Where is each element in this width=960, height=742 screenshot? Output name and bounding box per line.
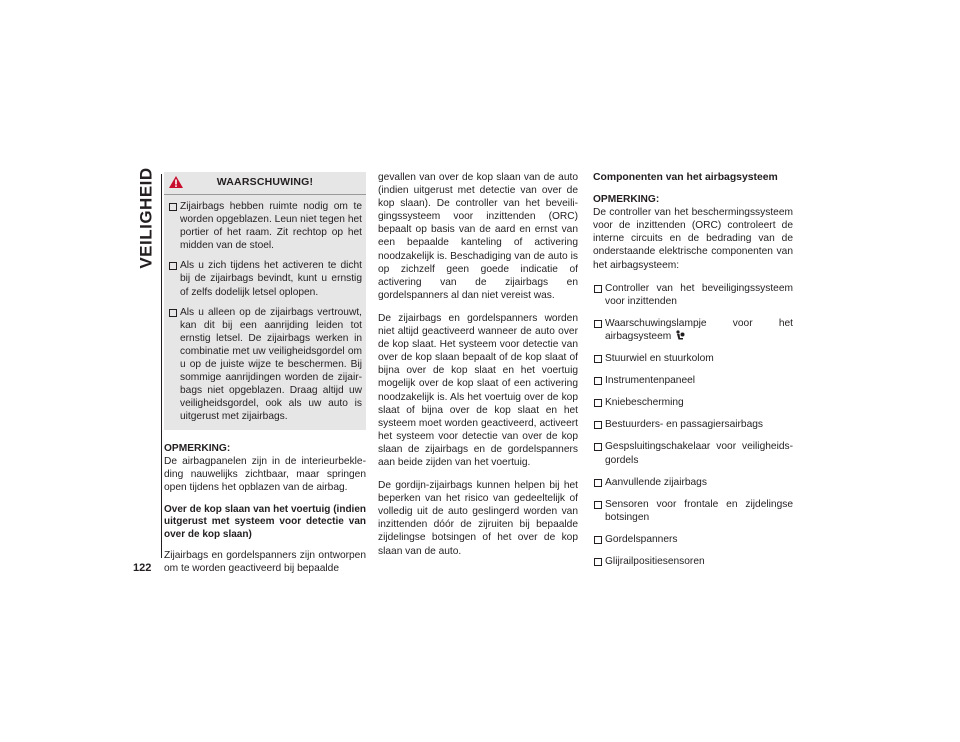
warning-header: [164, 172, 366, 195]
warning-item: [168, 200, 362, 252]
section-title: Componenten van het airbagsysteem: [593, 172, 778, 183]
component-item: [593, 396, 793, 409]
component-text: Gespsluitingschakelaar voor veiligheids-gordels: [605, 441, 793, 466]
component-text: Instrumentenpaneel: [605, 375, 696, 387]
component-text: Gordelspanners: [605, 533, 678, 545]
checkbox-bullet-icon: [593, 418, 605, 431]
component-item: [593, 418, 793, 431]
component-text: [605, 317, 793, 343]
warning-triangle-icon: [168, 175, 184, 189]
airbag-warning-icon: [675, 330, 685, 341]
note-label: OPMERKING:: [593, 194, 660, 206]
warning-item-text: Als u zich tijdens het activeren te dicht bij de zijairbags bevindt, kunt u ernstig of zelfs dodelijk letsel oplopen.: [180, 260, 362, 298]
section-tab: [133, 167, 161, 269]
warning-item: [168, 259, 362, 298]
warning-box: [164, 172, 366, 430]
checkbox-bullet-icon: [593, 476, 605, 489]
warning-item-text: Zijairbags hebben ruimte nodig om te worden opgeblazen. Leun niet tegen het portier of het raam. Zit rechtop op het midden van de stoel.: [180, 201, 362, 252]
checkbox-bullet-icon: [593, 440, 605, 466]
section-tab-label: VEILIGHEID: [137, 167, 157, 269]
column-3: [593, 171, 793, 577]
component-text: Sensoren voor frontale en zijdelingse botsingen: [605, 498, 793, 523]
component-text: Glijrailpositiesensoren: [605, 555, 705, 567]
checkbox-bullet-icon: [593, 533, 605, 546]
component-item: [593, 533, 793, 546]
checkbox-bullet-icon: [593, 317, 605, 343]
column-1: [164, 172, 366, 585]
warning-item: [168, 306, 362, 424]
warning-title: WAARSCHUWING!: [216, 176, 314, 189]
checkbox-bullet-icon: [593, 396, 605, 409]
warning-item-text: Als u alleen op de zijairbags vertrouwt, kan dit bij een aanrijding leiden tot ernstig letsel. De zijairbags werken in combinatie met uw veiligheidsgordel om u op de juiste wijze te beschermen. Bij sommige aanrijdingen worden de zijair-bags niet opgeblazen. Draag altijd uw veiligheidsgordel, ook als uw auto is uitgerust met zijairbags.: [180, 306, 362, 423]
component-item: [593, 374, 793, 387]
paragraph: De zijairbags en gordelspanners worden niet altijd geactiveerd wanneer de auto over de kop slaat. Het systeem voor detectie van over de kop slaan bepaalt of de kop slaat of bijna over de kop slaat en het voertuig mogelijk over de kop slaat of een activering noodzakelijk is. Als het voertuig over de kop slaat of bijna over de kop slaat en het systeem moet worden geactiveerd, activeert het systeem voor detectie van over de kop slaan de zijairbags en de gordelspanners aan beide zijden van het voertuig.: [378, 312, 578, 468]
checkbox-bullet-icon: [593, 555, 605, 568]
note-text: De airbagpanelen zijn in de interieurbekle-ding nauwelijks zichtbaar, maar springen open tijdens het opblazen van de airbag.: [164, 455, 366, 493]
paragraph: De gordijn-zijairbags kunnen helpen bij het beperken van het risico van gedeeltelijk of volledig uit de auto geslingerd worden van inzittenden dóór de zijruiten bij bepaalde zijdelingse botsingen of het over de kop slaan van de auto.: [378, 480, 578, 557]
side-rule: [161, 174, 162, 558]
component-item: [593, 317, 793, 343]
checkbox-bullet-icon: [593, 352, 605, 365]
page-number: 122: [133, 562, 152, 574]
checkbox-bullet-icon: [168, 306, 180, 424]
note-label: OPMERKING:: [164, 442, 231, 454]
checkbox-bullet-icon: [168, 259, 180, 298]
paragraph: Zijairbags en gordelspanners zijn ontworpen om te worden geactiveerd bij bepaalde: [164, 549, 366, 574]
checkbox-bullet-icon: [593, 374, 605, 387]
component-item: [593, 282, 793, 308]
checkbox-bullet-icon: [168, 200, 180, 252]
component-item: [593, 498, 793, 524]
component-item: [593, 555, 793, 568]
component-text: Controller van het beveiligingssysteem voor inzittenden: [605, 282, 793, 307]
rollover-subheading: Over de kop slaan van het voertuig (indien uitgerust met systeem voor detectie van over de kop slaan): [164, 503, 366, 541]
component-text: Aanvullende zijairbags: [605, 476, 707, 488]
component-item: [593, 440, 793, 466]
component-item: [593, 476, 793, 489]
component-text: Kniebescherming: [605, 397, 684, 409]
column-2: [378, 171, 578, 568]
component-text: Stuurwiel en stuurkolom: [605, 353, 714, 365]
component-text-label: Waarschuwingslampje voor het airbagsysteem: [605, 317, 793, 342]
paragraph: gevallen van over de kop slaan van de auto (indien uitgerust met detectie van over de kop slaan). De controller van het beveili-gingssysteem voor inzittenden (ORC) bepaalt op basis van de aard en ernst van een bepaalde kanteling of activering noodzakelijk is. Beschadiging van de auto is op zichzelf geen goede indicatie of activering van de zijairbags en gordelspanners al dan niet vereist was.: [378, 172, 578, 301]
checkbox-bullet-icon: [593, 282, 605, 308]
note-text: De controller van het beschermingssysteem voor de inzittenden (ORC) controleert de interne circuits en de bedrading van de onderstaande elektrische componenten van het airbagsysteem:: [593, 207, 793, 271]
component-item: [593, 352, 793, 365]
component-text: Bestuurders- en passagiersairbags: [605, 419, 763, 431]
checkbox-bullet-icon: [593, 498, 605, 524]
